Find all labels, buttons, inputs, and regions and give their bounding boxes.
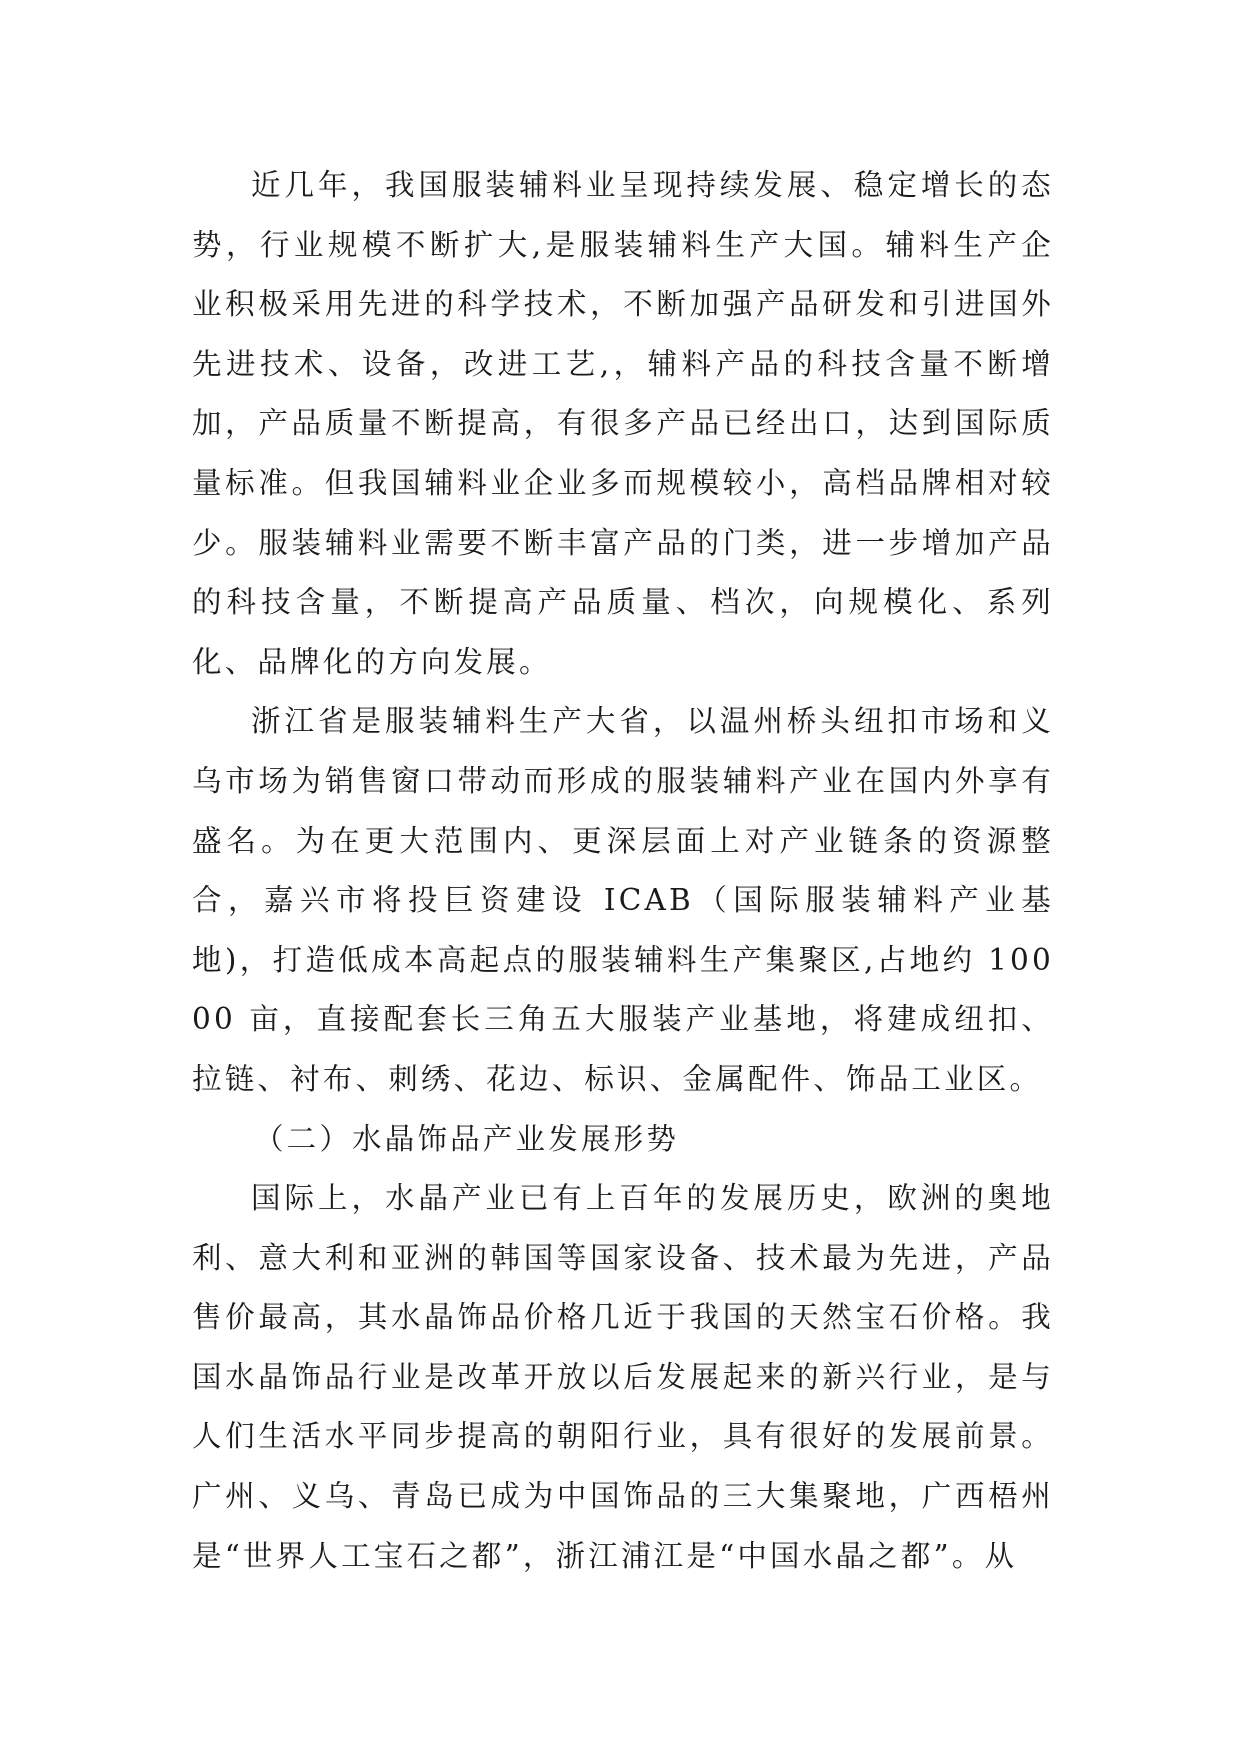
paragraph-crystal-industry: 国际上，水晶产业已有上百年的发展历史，欧洲的奥地利、意大利和亚洲的韩国等国家设备、技术最为先进，产品售价最高，其水晶饰品价格几近于我国的天然宝石价格。我国水晶饰品行业是改革开放以后发展起来的新兴行业，是与人们生活水平同步提高的朝阳行业，具有很好的发展前景。广州、义乌、青岛已成为中国饰品的三大集聚地，广西梧州是“世界人工宝石之都”，浙江浦江是“中国水晶之都”。从	[192, 1181, 1054, 1573]
section-heading-crystal-jewelry: （二）水晶饰品产业发展形势	[253, 1121, 680, 1156]
paragraph-zhejiang-accessories: 浙江省是服装辅料生产大省，以温州桥头纽扣市场和义乌市场为销售窗口带动而形成的服装辅料产业在国内外享有盛名。为在更大范围内、更深层面上对产业链条的资源整合，嘉兴市将投巨资建设 ICAB（国际服装辅料产业基地)，打造低成本高起点的服装辅料生产集聚区,占地约 10000 亩，直接配套长三角五大服装产业基地，将建成纽扣、拉链、衬布、刺绣、花边、标识、金属配件、饰品工业区。	[192, 704, 1054, 1096]
document-body	[192, 156, 1054, 1586]
paragraph-apparel-accessories-industry: 近几年，我国服装辅料业呈现持续发展、稳定增长的态势，行业规模不断扩大,是服装辅料生产大国。辅料生产企业积极采用先进的科学技术，不断加强产品研发和引进国外先进技术、设备，改进工艺,，辅料产品的科技含量不断增加，产品质量不断提高，有很多产品已经出口，达到国际质量标准。但我国辅料业企业多而规模较小，高档品牌相对较少。服装辅料业需要不断丰富产品的门类，进一步增加产品的科技含量，不断提高产品质量、档次，向规模化、系列化、品牌化的方向发展。	[192, 168, 1054, 679]
